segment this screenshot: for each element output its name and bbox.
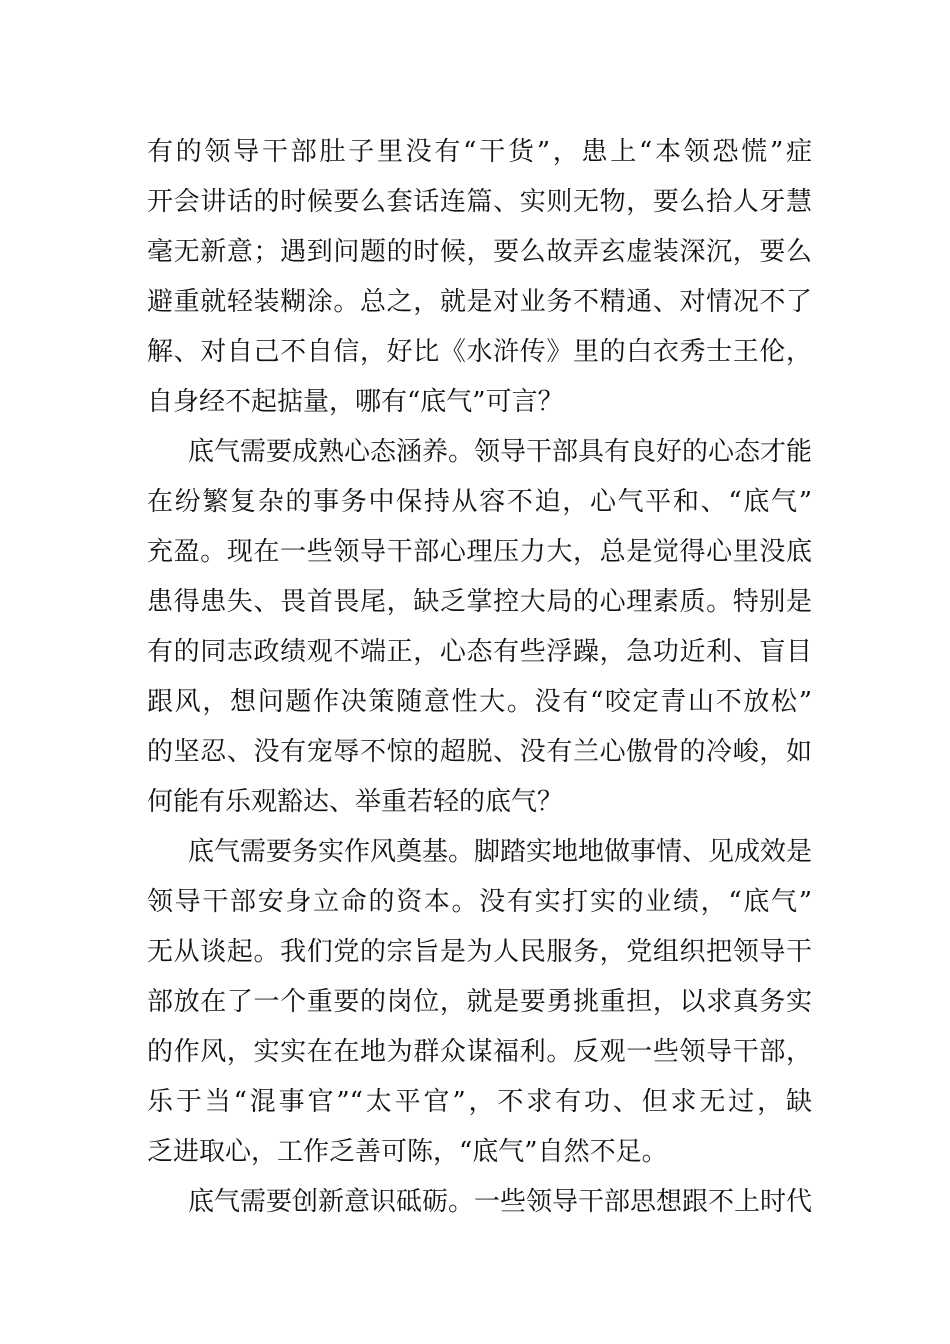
text-line-1: 有的领导干部肚子里没有“干货”，患上“本领恐慌”症: [147, 137, 812, 167]
text-line-14: 何能有乐观豁达、举重若轻的底气？: [147, 787, 564, 817]
text-line-6: 自身经不起掂量，哪有“底气”可言？: [147, 387, 564, 417]
text-line-18: 部放在了一个重要的岗位，就是要勇挑重担，以求真务实: [147, 987, 812, 1017]
text-line-12: 跟风，想问题作决策随意性大。没有“咬定青山不放松”: [147, 687, 812, 717]
text-line-4: 避重就轻装糊涂。总之，就是对业务不精通、对情况不了: [147, 287, 812, 317]
text-line-17: 无从谈起。我们党的宗旨是为人民服务，党组织把领导干: [147, 937, 812, 967]
text-line-8: 在纷繁复杂的事务中保持从容不迫，心气平和、“底气”: [147, 487, 812, 517]
text-line-3: 毫无新意；遇到问题的时候，要么故弄玄虚装深沉，要么: [147, 237, 812, 267]
text-line-16: 领导干部安身立命的资本。没有实打实的业绩，“底气”: [147, 887, 812, 917]
text-line-7: 底气需要成熟心态涵养。领导干部具有良好的心态才能: [188, 437, 813, 467]
text-line-22: 底气需要创新意识砥砺。一些领导干部思想跟不上时代: [188, 1187, 813, 1217]
text-line-13: 的坚忍、没有宠辱不惊的超脱、没有兰心傲骨的冷峻，如: [147, 737, 812, 767]
text-line-2: 开会讲话的时候要么套话连篇、实则无物，要么拾人牙慧: [147, 187, 812, 217]
text-line-11: 有的同志政绩观不端正，心态有些浮躁，急功近利、盲目: [147, 637, 812, 667]
text-line-20: 乐于当“混事官”“太平官”，不求有功、但求无过，缺: [147, 1087, 812, 1117]
text-line-10: 患得患失、畏首畏尾，缺乏掌控大局的心理素质。特别是: [147, 587, 812, 617]
text-line-9: 充盈。现在一些领导干部心理压力大，总是觉得心里没底: [147, 537, 812, 567]
text-line-5: 解、对自己不自信，好比《水浒传》里的白衣秀士王伦，: [147, 337, 812, 367]
text-line-15: 底气需要务实作风奠基。脚踏实地地做事情、见成效是: [188, 837, 813, 867]
text-line-21: 乏进取心，工作乏善可陈，“底气”自然不足。: [147, 1137, 668, 1167]
text-line-19: 的作风，实实在在地为群众谋福利。反观一些领导干部，: [147, 1037, 812, 1067]
